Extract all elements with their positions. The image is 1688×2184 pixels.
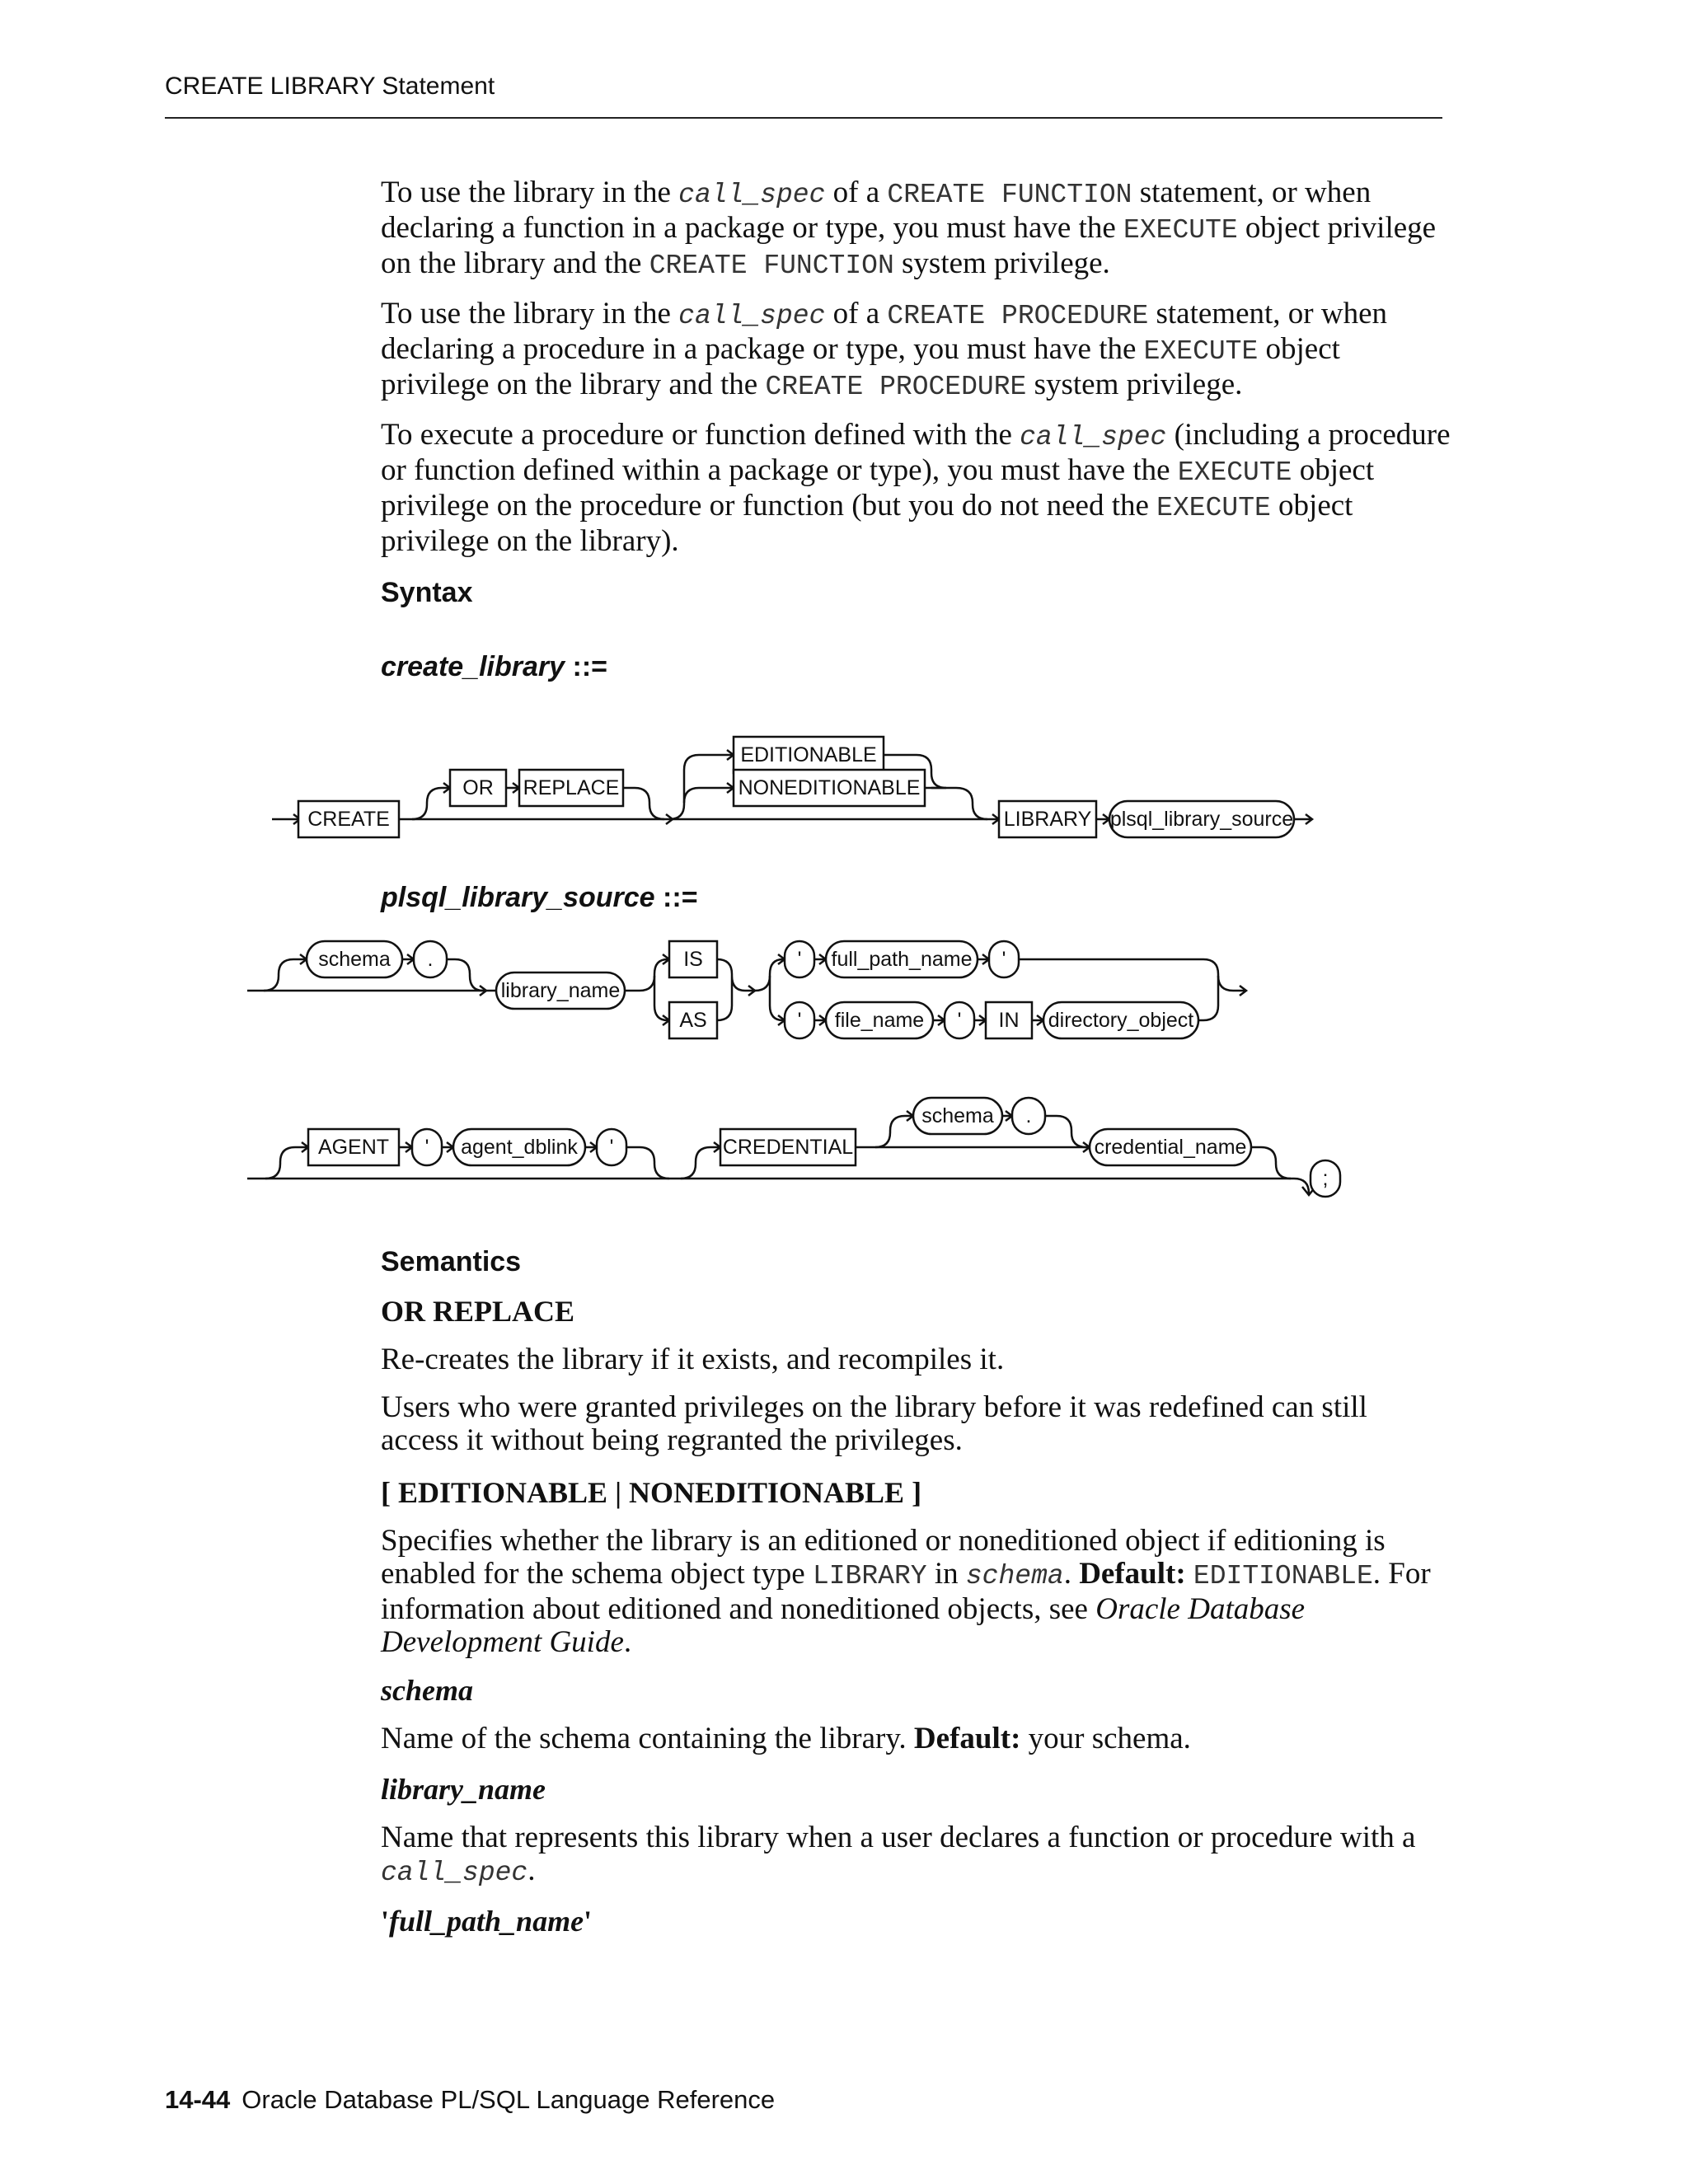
create-library-railroad-diagram xyxy=(0,709,1688,857)
dot-symbol: . xyxy=(427,948,434,971)
library-name-section xyxy=(381,1821,1452,1890)
editionable-section xyxy=(381,1525,1452,1659)
full-path-name-heading: 'full_path_name' xyxy=(381,1905,593,1938)
header-rule xyxy=(165,117,1442,119)
semicolon-terminator: ; xyxy=(1322,1167,1329,1190)
page-footer xyxy=(165,2085,775,2115)
file-name-nonterminal: file_name xyxy=(834,1009,925,1032)
plsql-library-source-nonterminal: plsql_library_source xyxy=(1109,808,1294,831)
paragraph-execute-privilege: To execute a procedure or function defined with the call_spec (including a procedure or function defined within a package or type), you must have the EXECUTE object privilege on the procedure or function (but you do not need the EXECUTE object privilege on the library). xyxy=(381,418,1451,558)
create-keyword: CREATE xyxy=(307,808,390,831)
syntax-heading: Syntax xyxy=(381,577,473,608)
book-title: Oracle Database PL/SQL Language Reference xyxy=(241,2085,776,2114)
library-name-para: Name that represents this library when a user declares a function or procedure with a call_spec. xyxy=(381,1821,1416,1888)
credential-schema-nonterminal: schema xyxy=(921,1104,994,1127)
schema-heading: schema xyxy=(381,1674,473,1707)
library-name-nonterminal: library_name xyxy=(500,979,621,1002)
file-name-open-quote: ' xyxy=(797,1009,802,1032)
intro-paragraphs xyxy=(381,176,1452,558)
library-name-heading: library_name xyxy=(381,1773,546,1806)
semantics-heading: Semantics xyxy=(381,1246,522,1277)
plsql-library-source-railroad-diagram xyxy=(0,931,1688,1055)
schema-nonterminal: schema xyxy=(318,948,391,971)
rule-plsql-library-source-title: plsql_library_source ::= xyxy=(381,882,698,913)
as-keyword: AS xyxy=(679,1009,707,1032)
editionable-para: Specifies whether the library is an editioned or noneditioned object if editioning is enabled for the schema object type LIBRARY in schema. Default: EDITIONABLE. For information about editioned and noneditioned objects, see Oracle Database Development Guide. xyxy=(381,1524,1431,1659)
noneditionable-keyword: NONEDITIONABLE xyxy=(738,776,921,799)
library-keyword: LIBRARY xyxy=(1003,808,1092,831)
credential-dot-symbol: . xyxy=(1025,1104,1032,1127)
in-keyword: IN xyxy=(998,1009,1020,1032)
credential-keyword: CREDENTIAL xyxy=(722,1136,854,1159)
replace-keyword: REPLACE xyxy=(523,776,620,799)
or-replace-para-2: Users who were granted privileges on the library before it was redefined can still access it without being regranted the privileges. xyxy=(381,1390,1367,1457)
editionable-heading: [ EDITIONABLE | NONEDITIONABLE ] xyxy=(381,1476,922,1509)
full-path-name-nonterminal: full_path_name xyxy=(831,948,973,971)
agent-close-quote: ' xyxy=(609,1136,614,1159)
or-replace-heading: OR REPLACE xyxy=(381,1295,575,1328)
file-name-close-quote: ' xyxy=(957,1009,962,1032)
plsql-library-source-continuation-diagram xyxy=(0,1081,1688,1205)
full-path-close-quote: ' xyxy=(1001,948,1006,971)
page-number: 14-44 xyxy=(165,2085,231,2114)
running-header: CREATE LIBRARY Statement xyxy=(165,73,495,100)
or-replace-section xyxy=(381,1343,1452,1457)
directory-object-nonterminal: directory_object xyxy=(1048,1009,1194,1032)
or-replace-para-1: Re-creates the library if it exists, and recompiles it. xyxy=(381,1343,1005,1376)
paragraph-create-procedure-privilege: To use the library in the call_spec of a CREATE PROCEDURE statement, or when declaring a procedure in a package or type, you must have the EXECUTE object privilege on the library and the CREATE PROCEDURE system privilege. xyxy=(381,297,1387,402)
paragraph-create-function-privilege: To use the library in the call_spec of a CREATE FUNCTION statement, or when declaring a function in a package or type, you must have the EXECUTE object privilege on the library and the CREATE FUNCTION system privilege. xyxy=(381,176,1437,281)
agent-open-quote: ' xyxy=(424,1136,429,1159)
rule-create-library-title: create_library ::= xyxy=(381,651,607,682)
editionable-keyword: EDITIONABLE xyxy=(740,743,877,766)
development-guide-reference: Oracle Database Development Guide xyxy=(381,1592,1306,1659)
schema-para: Name of the schema containing the library. Default: your schema. xyxy=(381,1722,1191,1755)
credential-name-nonterminal: credential_name xyxy=(1094,1136,1247,1159)
agent-dblink-nonterminal: agent_dblink xyxy=(461,1136,578,1159)
or-keyword: OR xyxy=(462,776,494,799)
agent-keyword: AGENT xyxy=(317,1136,390,1159)
schema-section xyxy=(381,1722,1452,1755)
is-keyword: IS xyxy=(683,948,703,971)
full-path-open-quote: ' xyxy=(797,948,802,971)
